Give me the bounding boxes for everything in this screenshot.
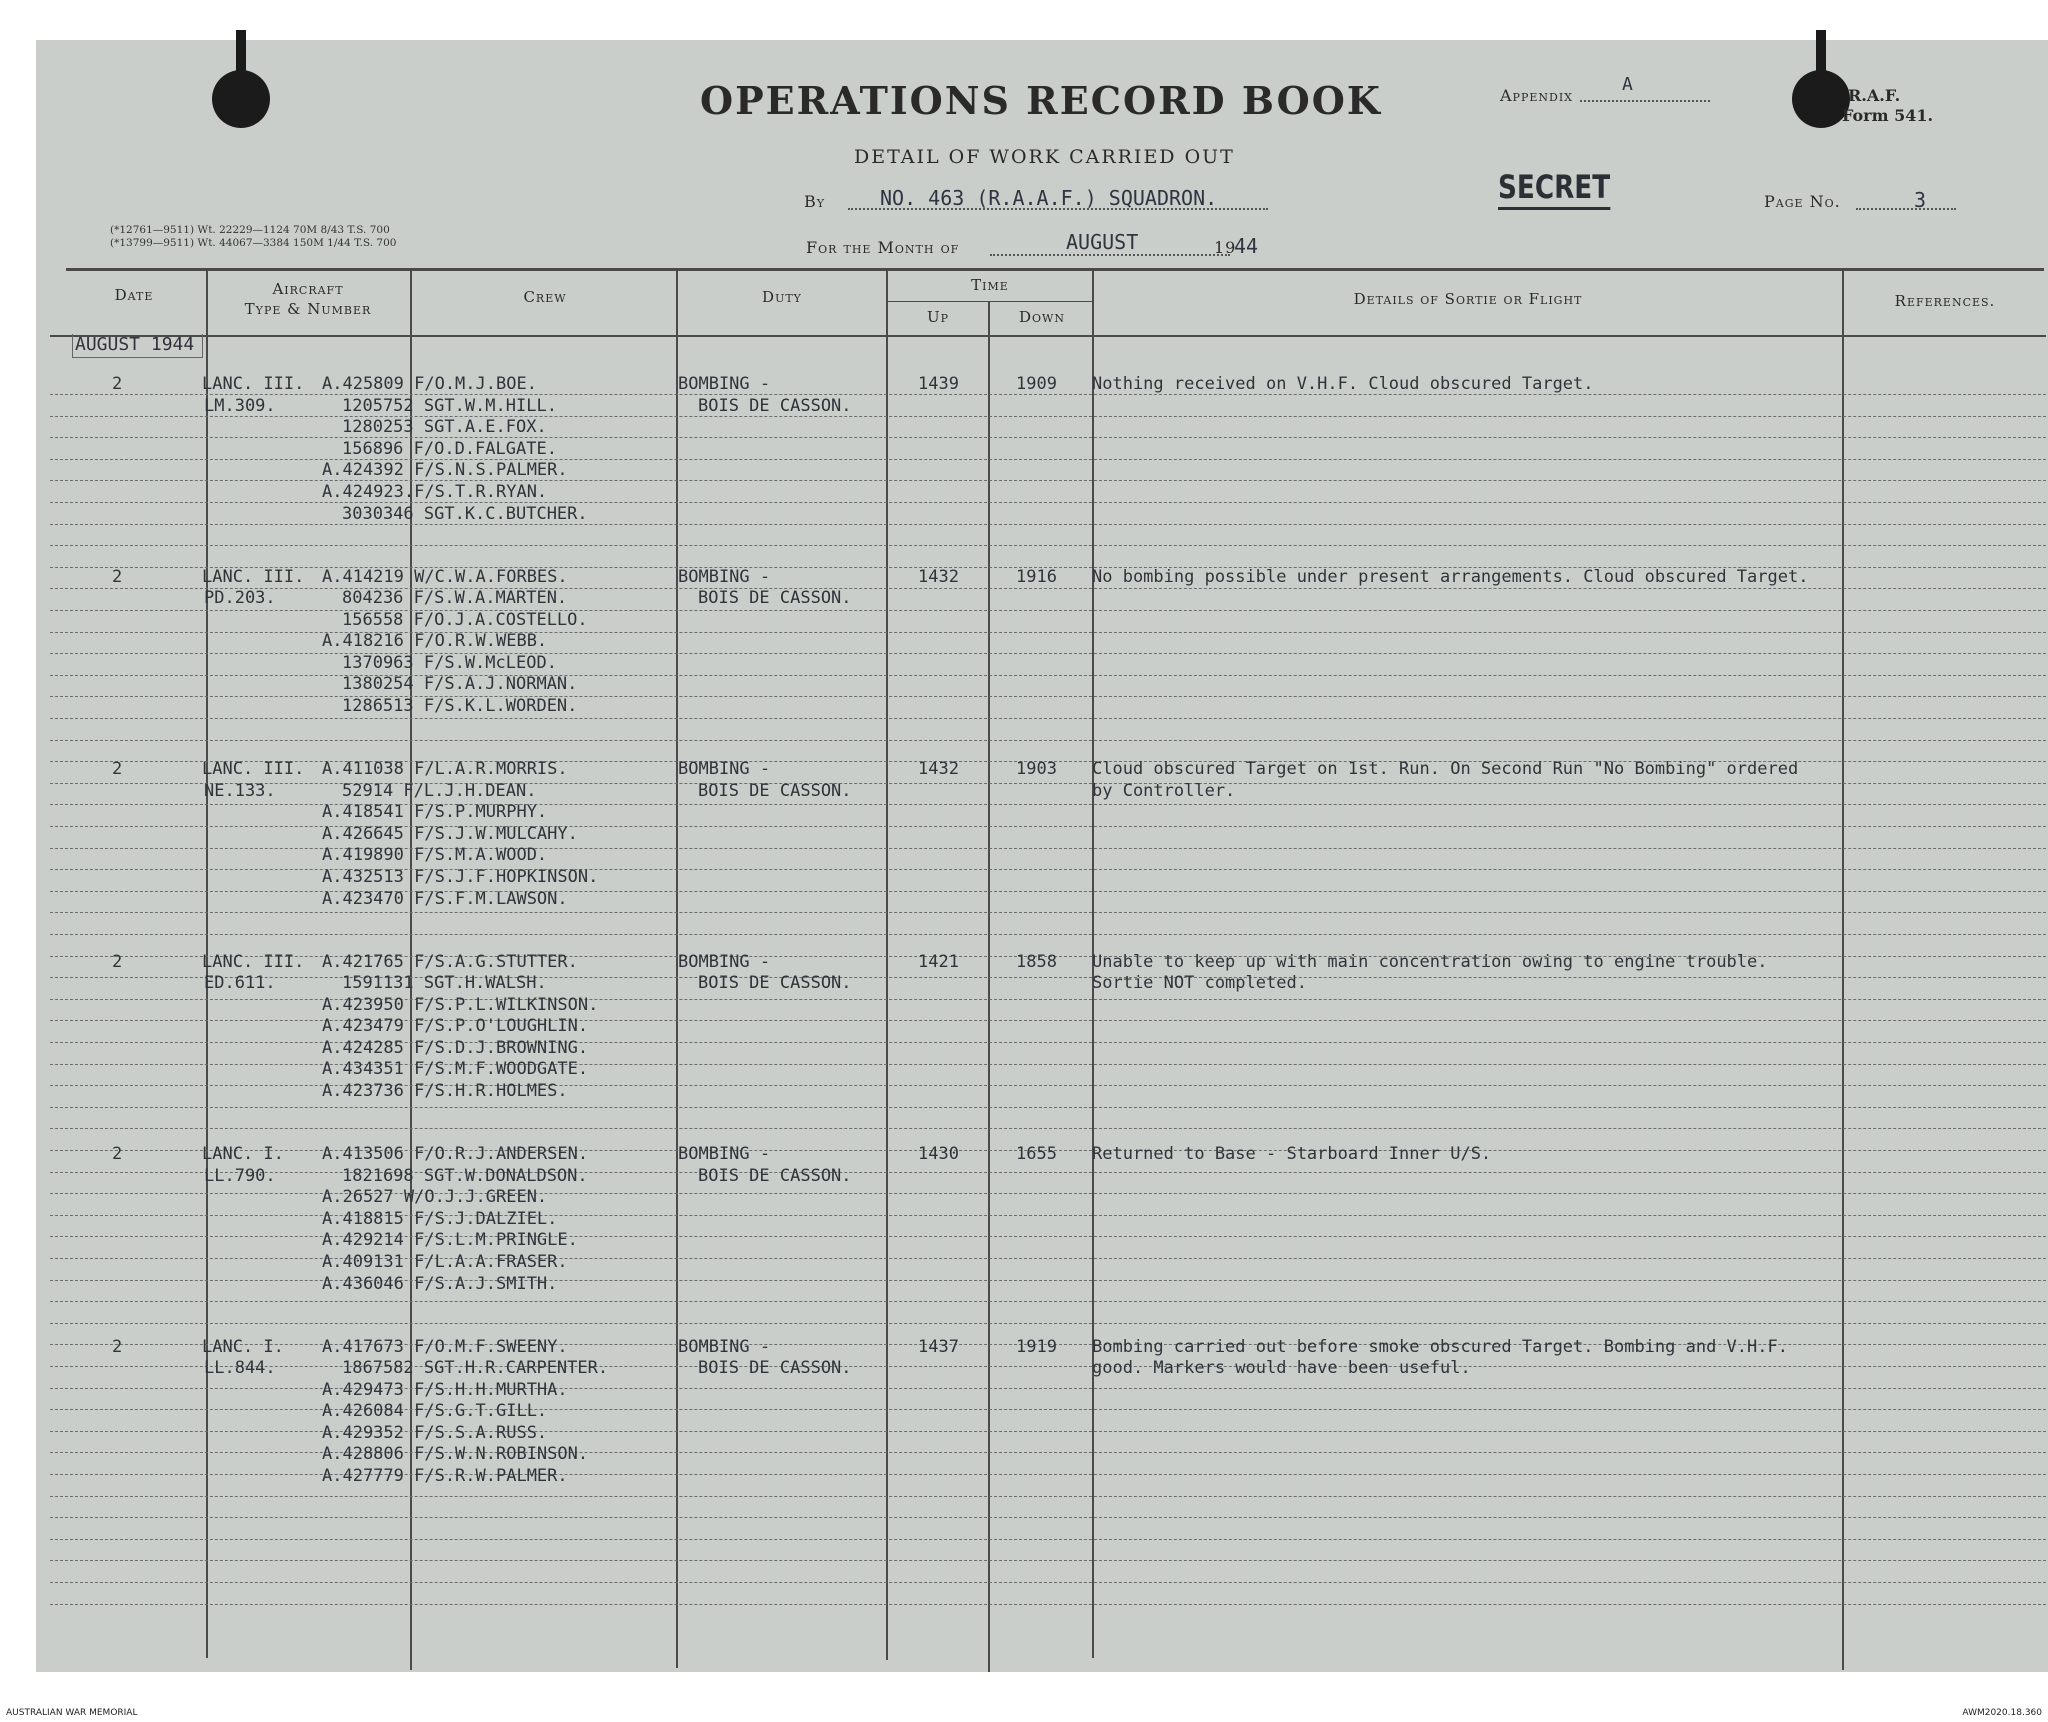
details-line: good. Markers would have been useful.	[1092, 1358, 1471, 1379]
entry-date: 2	[112, 1144, 123, 1164]
crew-member: A.432513 F/S.J.F.HOPKINSON.	[322, 866, 599, 887]
time-down: 1916	[1016, 566, 1057, 587]
crew-member: A.417673 F/O.M.F.SWEENY.	[322, 1336, 568, 1357]
ruled-line	[50, 912, 2046, 913]
month-value: AUGUST	[1066, 230, 1139, 254]
duty-line: BOMBING -	[678, 374, 771, 394]
crew-member: A.26527 W/O.J.J.GREEN.	[322, 1187, 548, 1208]
crew-member: 1370963 F/S.W.McLEOD.	[342, 652, 557, 673]
aircraft-type: LANC. I.	[202, 1144, 284, 1164]
raf-label: R.A.F.	[1848, 86, 1901, 105]
ruled-line	[50, 1517, 2046, 1518]
crew-member: A.418541 F/S.P.MURPHY.	[322, 802, 548, 823]
crew-member: A.411038 F/L.A.R.MORRIS.	[322, 759, 568, 779]
crew-member: 156896 F/O.D.FALGATE.	[342, 438, 557, 459]
crew-member: A.413506 F/O.R.J.ANDERSEN.	[322, 1144, 589, 1164]
month-heading: AUGUST 1944	[72, 334, 203, 358]
details-line: Cloud obscured Target on 1st. Run. On Second Run "No Bombing" ordered	[1092, 759, 1799, 779]
ruled-line	[50, 740, 2046, 741]
crew-member: A.434351 F/S.M.F.WOODGATE.	[322, 1059, 589, 1080]
crew-list	[322, 567, 662, 718]
footer-right: AWM2020.18.360	[1962, 1708, 2042, 1718]
col-aircraft-2: Type & Number	[244, 300, 372, 318]
page-value: 3	[1914, 188, 1927, 212]
details-line: No bombing possible under present arrangements. Cloud obscured Target.	[1092, 566, 1809, 587]
year-prefix: 19	[1214, 238, 1237, 257]
ruled-line	[50, 934, 2046, 935]
details-line: Nothing received on V.H.F. Cloud obscured Target.	[1092, 374, 1594, 394]
crew-member: A.428806 F/S.W.N.ROBINSON.	[322, 1444, 589, 1465]
appendix-label: Appendix	[1500, 86, 1574, 105]
crew-member: A.423950 F/S.P.L.WILKINSON.	[322, 994, 599, 1015]
ruled-line	[50, 1128, 2046, 1129]
time-up: 1437	[918, 1336, 959, 1357]
duty-target: BOIS DE CASSON.	[698, 1165, 852, 1186]
crew-list	[322, 1337, 662, 1488]
time-down: 1858	[1016, 951, 1057, 972]
duty-target: BOIS DE CASSON.	[698, 973, 852, 994]
time-down: 1919	[1016, 1336, 1057, 1357]
crew-member: A.429473 F/S.H.H.MURTHA.	[322, 1379, 568, 1400]
aircraft-number: PD.203.	[204, 588, 276, 609]
print-code-2: (*13799—9511) Wt. 44067—3384 150M 1/44 T.S. 700	[110, 237, 397, 249]
time-down: 1655	[1016, 1144, 1057, 1164]
entry-date: 2	[112, 951, 123, 972]
form-subtitle: DETAIL OF WORK CARRIED OUT	[854, 146, 1235, 168]
details-line: Sortie NOT completed.	[1092, 973, 1307, 994]
time-down: 1909	[1016, 374, 1057, 394]
crew-member: A.419890 F/S.M.A.WOOD.	[322, 845, 548, 866]
crew-member: A.429214 F/S.L.M.PRINGLE.	[322, 1230, 578, 1251]
col-duty: Duty	[762, 288, 802, 306]
crew-member: A.418216 F/O.R.W.WEBB.	[322, 631, 548, 652]
duty-line: BOMBING -	[678, 759, 771, 779]
crew-member: A.423736 F/S.H.R.HOLMES.	[322, 1081, 568, 1102]
month-dotline	[990, 254, 1230, 256]
crew-member: 1591131 SGT.H.WALSH.	[342, 973, 547, 994]
col-references: References.	[1894, 292, 1996, 310]
crew-member: 1380254 F/S.A.J.NORMAN.	[342, 674, 578, 695]
aircraft-type: LANC. III.	[202, 566, 305, 587]
time-up: 1432	[918, 759, 959, 779]
appendix-value: A	[1622, 74, 1633, 95]
col-down: Down	[1019, 308, 1065, 326]
print-code-1: (*12761—9511) Wt. 22229—1124 70M 8/43 T.S. 700	[110, 224, 390, 236]
duty-target: BOIS DE CASSON.	[698, 588, 852, 609]
entry-date: 2	[112, 374, 123, 394]
page-label: Page No.	[1764, 192, 1841, 211]
by-label: By	[804, 192, 826, 211]
ruled-line	[50, 1604, 2046, 1605]
crew-member: 1821698 SGT.W.DONALDSON.	[342, 1165, 588, 1186]
form-title: OPERATIONS RECORD BOOK	[700, 78, 1382, 123]
entry-date: 2	[112, 1336, 123, 1357]
crew-list	[322, 1144, 662, 1295]
year-value: 44	[1234, 234, 1259, 258]
page-dotline	[1856, 208, 1956, 210]
crew-member: A.423479 F/S.P.O'LOUGHLIN.	[322, 1016, 589, 1037]
crew-list	[322, 952, 662, 1103]
footer-left: AUSTRALIAN WAR MEMORIAL	[6, 1708, 138, 1718]
month-label: For the Month of	[806, 238, 960, 257]
duty-line: BOMBING -	[678, 1144, 771, 1164]
duty-line: BOMBING -	[678, 951, 771, 972]
duty-target: BOIS DE CASSON.	[698, 395, 852, 416]
crew-member: 1286513 F/S.K.L.WORDEN.	[342, 696, 578, 717]
aircraft-type: LANC. I.	[202, 1336, 284, 1357]
ruled-line	[50, 1323, 2046, 1324]
appendix-dotline	[1580, 100, 1710, 102]
ruled-line	[50, 1560, 2046, 1561]
col-date: Date	[114, 286, 154, 304]
duty-line: BOMBING -	[678, 566, 771, 587]
punch-hole-left	[212, 70, 270, 128]
crew-member: A.424392 F/S.N.S.PALMER.	[322, 460, 568, 481]
crew-list	[322, 374, 662, 525]
secret-stamp: SECRET	[1498, 168, 1610, 210]
crew-member: A.425809 F/O.M.J.BOE.	[322, 374, 537, 394]
crew-member: A.414219 W/C.W.A.FORBES.	[322, 566, 568, 587]
crew-member: A.426084 F/S.G.T.GILL.	[322, 1401, 548, 1422]
aircraft-number: NE.133.	[204, 780, 276, 801]
entry-date: 2	[112, 759, 123, 779]
details-line: Unable to keep up with main concentration owing to engine trouble.	[1092, 951, 1768, 972]
aircraft-type: LANC. III.	[202, 759, 305, 779]
crew-member: 52914 F/L.J.H.DEAN.	[342, 780, 537, 801]
time-up: 1439	[918, 374, 959, 394]
duty-target: BOIS DE CASSON.	[698, 1358, 852, 1379]
time-down: 1903	[1016, 759, 1057, 779]
duty-line: BOMBING -	[678, 1336, 771, 1357]
time-up: 1421	[918, 951, 959, 972]
crew-member: 1280253 SGT.A.E.FOX.	[342, 417, 547, 438]
print-codes	[110, 224, 396, 250]
col-crew: Crew	[523, 288, 567, 306]
ruled-line	[50, 1107, 2046, 1108]
crew-member: A.427779 F/S.R.W.PALMER.	[322, 1466, 568, 1487]
aircraft-number: LL.844.	[204, 1358, 276, 1379]
crew-member: A.409131 F/L.A.A.FRASER.	[322, 1251, 568, 1272]
crew-member: A.423470 F/S.F.M.LAWSON.	[322, 888, 568, 909]
aircraft-number: LL.790.	[204, 1165, 276, 1186]
ruled-line	[50, 718, 2046, 719]
crew-member: A.424923.F/S.T.R.RYAN.	[322, 481, 548, 502]
crew-member: A.421765 F/S.A.G.STUTTER.	[322, 951, 578, 972]
form-number: Form 541.	[1842, 106, 1934, 125]
time-up: 1432	[918, 566, 959, 587]
crew-member: A.424285 F/S.D.J.BROWNING.	[322, 1037, 589, 1058]
entry-date: 2	[112, 566, 123, 587]
details-line: Bombing carried out before smoke obscured Target. Bombing and V.H.F.	[1092, 1336, 1788, 1357]
crew-list	[322, 759, 662, 910]
ruled-line	[50, 1301, 2046, 1302]
crew-member: A.426645 F/S.J.W.MULCAHY.	[322, 823, 578, 844]
squadron-value: NO. 463 (R.A.A.F.) SQUADRON.	[880, 186, 1218, 210]
details-line: Returned to Base - Starboard Inner U/S.	[1092, 1144, 1492, 1164]
ruled-line	[50, 1496, 2046, 1497]
aircraft-type: LANC. III.	[202, 951, 305, 972]
header-bottom-border	[50, 335, 2046, 337]
ruled-line	[50, 1582, 2046, 1583]
time-up: 1430	[918, 1144, 959, 1164]
divider-up	[988, 302, 990, 1672]
crew-member: A.436046 F/S.A.J.SMITH.	[322, 1273, 558, 1294]
ruled-line	[50, 1539, 2046, 1540]
duty-target: BOIS DE CASSON.	[698, 780, 852, 801]
crew-member: 156558 F/O.J.A.COSTELLO.	[342, 609, 588, 630]
crew-member: 804236 F/S.W.A.MARTEN.	[342, 588, 568, 609]
col-up: Up	[926, 308, 950, 326]
col-details: Details of Sortie or Flight	[1353, 290, 1583, 308]
details-line: by Controller.	[1092, 780, 1236, 801]
aircraft-type: LANC. III.	[202, 374, 305, 394]
aircraft-number: ED.611.	[204, 973, 276, 994]
crew-member: 1205752 SGT.W.M.HILL.	[342, 395, 557, 416]
col-aircraft-1: Aircraft	[272, 280, 344, 298]
crew-member: A.418815 F/S.J.DALZIEL.	[322, 1208, 558, 1229]
aircraft-number: LM.309.	[204, 395, 276, 416]
crew-member: 1867582 SGT.H.R.CARPENTER.	[342, 1358, 609, 1379]
ruled-line	[50, 545, 2046, 546]
col-time: Time	[971, 276, 1009, 294]
table-top-border	[66, 268, 2044, 271]
crew-member: A.429352 F/S.S.A.RUSS.	[322, 1422, 548, 1443]
crew-member: 3030346 SGT.K.C.BUTCHER.	[342, 503, 588, 524]
